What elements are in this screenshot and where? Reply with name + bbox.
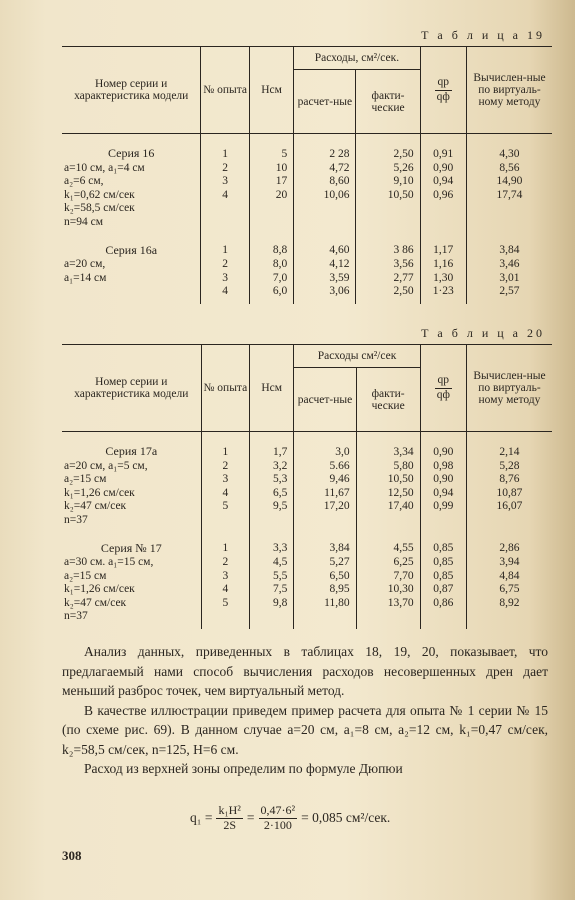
series-param: a=20 см, a₁=5 см, (64, 459, 148, 472)
cell-calc: 8,95 (294, 583, 356, 597)
series-param: a=10 см, a₁=4 см (64, 161, 145, 174)
table-row (62, 258, 552, 272)
spacer-cell (356, 298, 420, 304)
header-h: Hсм (249, 47, 293, 134)
cell-ratio: 0,91 (420, 134, 466, 162)
header-model: Номер серии и характеристика модели (62, 47, 201, 134)
table-row (62, 459, 552, 473)
cell-calc: 11,80 (294, 596, 356, 610)
table-row (62, 215, 552, 229)
cell-calc: 2 28 (294, 134, 356, 162)
cell-h: 5 (249, 134, 293, 162)
series-param: a₁=14 см (64, 271, 107, 284)
cell-virtual: 5,28 (466, 459, 552, 473)
header-actual: факти-ческие (356, 368, 420, 432)
cell-virtual: 3,84 (466, 229, 552, 258)
header-flows: Расходы см²/сек (294, 345, 420, 368)
cell-ratio: 0,98 (420, 459, 466, 473)
cell-no (201, 215, 249, 229)
header-actual: факти-ческие (356, 70, 420, 134)
spacer-cell (201, 623, 249, 629)
cell-actual: 5,26 (356, 161, 420, 175)
header-no: № опыта (201, 47, 249, 134)
table-row (62, 229, 552, 258)
cell-virtual: 10,87 (466, 486, 552, 500)
cell-calc: 8,60 (294, 175, 356, 189)
table-row (62, 202, 552, 216)
spacer-cell (294, 298, 356, 304)
cell-calc: 5.66 (294, 459, 356, 473)
cell-actual: 2,77 (356, 271, 420, 285)
cell-virtual: 8,56 (466, 161, 552, 175)
cell-no: 4 (201, 486, 249, 500)
cell-ratio: 0,90 (420, 432, 466, 460)
cell-actual: 4,55 (356, 527, 420, 556)
cell-virtual: 2,14 (466, 432, 552, 460)
paragraph-dupuit: Расход из верхней зоны определим по формуле Дюпюи (84, 761, 403, 776)
table-row (62, 285, 552, 299)
cell-no: 1 (201, 134, 249, 162)
table-row (62, 513, 552, 527)
cell-no: 4 (201, 285, 249, 299)
header-calc: расчет-ные (294, 70, 356, 134)
header-no: № опыта (201, 345, 249, 432)
spacer-cell (420, 298, 466, 304)
cell-h: 10 (249, 161, 293, 175)
series-param: n=94 см (64, 215, 103, 228)
cell-no (201, 513, 249, 527)
cell-no: 4 (201, 188, 249, 202)
header-virtual: Вычислен-ные по виртуаль-ному методу (466, 47, 552, 134)
series-title: Серия 16а (105, 242, 158, 257)
cell-no (201, 610, 249, 624)
cell-h (249, 202, 293, 216)
cell-actual: 2,50 (356, 134, 420, 162)
cell-no: 2 (201, 161, 249, 175)
cell-h: 3,2 (250, 459, 294, 473)
cell-actual: 10,30 (356, 583, 420, 597)
cell-ratio: 0,99 (420, 500, 466, 514)
cell-actual: 10,50 (356, 188, 420, 202)
table-row (62, 610, 552, 624)
cell-actual: 17,40 (356, 500, 420, 514)
cell-actual: 10,50 (356, 473, 420, 487)
table-row (62, 271, 552, 285)
cell-no: 3 (201, 175, 249, 189)
cell-actual: 12,50 (356, 486, 420, 500)
table-row (62, 161, 552, 175)
cell-ratio: 0,94 (420, 486, 466, 500)
cell-h: 17 (249, 175, 293, 189)
cell-virtual: 4,30 (466, 134, 552, 162)
cell-actual: 2,50 (356, 285, 420, 299)
cell-calc: 4,72 (294, 161, 356, 175)
cell-actual: 3,56 (356, 258, 420, 272)
header-h: Hсм (250, 345, 294, 432)
cell-ratio (420, 202, 466, 216)
table-row (62, 175, 552, 189)
formula-lhs: q₁ = (190, 810, 213, 826)
series-param: a₂=15 см (64, 473, 107, 486)
header-calc: расчет-ные (294, 368, 356, 432)
cell-actual: 9,10 (356, 175, 420, 189)
spacer-cell (356, 623, 420, 629)
header-flows: Расходы, см²/сек. (294, 47, 420, 70)
cell-virtual: 14,90 (466, 175, 552, 189)
cell-ratio: 0,87 (420, 583, 466, 597)
cell-no: 1 (201, 527, 249, 556)
cell-calc: 4,12 (294, 258, 356, 272)
header-ratio: $\frac{qр}{qф}$ (420, 345, 466, 432)
cell-calc: 3,0 (294, 432, 356, 460)
paragraph-analysis: Анализ данных, приведенных в таблицах 18, 19, 20, показывает, что предлагаемый нами способ вычисления расходов несовершенных дрен дает меньший разброс точек, чем виртуальный метод. (62, 644, 548, 698)
table-row (62, 556, 552, 570)
table19-caption: Т а б л и ц а 19 (421, 28, 545, 42)
series-param: a=30 см. a₁=15 см, (64, 556, 154, 569)
cell-virtual: 8,76 (466, 473, 552, 487)
formula-fraction-1: $\frac{\text{k₁H²}}{2S}$ (218, 803, 241, 832)
cell-ratio: 0,96 (420, 188, 466, 202)
cell-calc: 3,84 (294, 527, 356, 556)
cell-h: 8,8 (249, 229, 293, 258)
header-virtual: Вычислен-ные по виртуаль-ному методу (466, 345, 552, 432)
cell-ratio: 1,17 (420, 229, 466, 258)
series-param: a₂=6 см, (64, 175, 104, 188)
cell-ratio: 1,30 (420, 271, 466, 285)
cell-h: 1,7 (250, 432, 294, 460)
header-model: Номер серии и характеристика модели (62, 345, 201, 432)
series-param: k₁=1,26 см/сек (64, 486, 135, 499)
cell-ratio (420, 215, 466, 229)
cell-h: 4,5 (250, 556, 294, 570)
cell-h (249, 215, 293, 229)
cell-no (201, 202, 249, 216)
cell-calc: 3,06 (294, 285, 356, 299)
cell-h: 9,8 (250, 596, 294, 610)
cell-calc: 6,50 (294, 569, 356, 583)
cell-virtual: 8,92 (466, 596, 552, 610)
cell-h: 7,0 (249, 271, 293, 285)
cell-h (250, 610, 294, 624)
cell-no: 5 (201, 596, 249, 610)
cell-ratio: 1,16 (420, 258, 466, 272)
dupuit-formula (190, 804, 390, 833)
paragraph-example: В качестве иллюстрации приведем пример расчета для опыта № 1 серии № 15 (по схеме рис. 69). В данном случае a=20 см, a₁=8 см, a₂=12 см, k₁=0,47 см/сек, k₂=58,5 см/сек, n=125, H=6 см. (62, 702, 548, 757)
cell-h (250, 513, 294, 527)
table-row (62, 134, 552, 162)
cell-h: 5,3 (250, 473, 294, 487)
cell-virtual: 2,57 (466, 285, 552, 299)
cell-calc (294, 610, 356, 624)
cell-actual (356, 215, 420, 229)
cell-ratio: 0,85 (420, 556, 466, 570)
cell-calc (294, 202, 356, 216)
table-bottom-spacer (62, 623, 552, 629)
table-row (62, 500, 552, 514)
table-bottom-spacer (62, 298, 552, 304)
cell-virtual: 6,75 (466, 583, 552, 597)
cell-ratio: 0,86 (420, 596, 466, 610)
cell-calc: 10,06 (294, 188, 356, 202)
cell-no: 2 (201, 556, 249, 570)
cell-ratio: 0,85 (420, 527, 466, 556)
cell-virtual (466, 202, 552, 216)
cell-no: 2 (201, 258, 249, 272)
cell-virtual: 3,46 (466, 258, 552, 272)
table-row (62, 569, 552, 583)
spacer-cell (201, 298, 249, 304)
table-19 (62, 46, 552, 304)
formula-result: = 0,085 см²/сек. (301, 810, 391, 826)
table-row (62, 596, 552, 610)
series-param: a=20 см, (64, 258, 106, 271)
cell-calc: 3,59 (294, 271, 356, 285)
spacer-cell (249, 298, 293, 304)
series-param: k₂=47 см/сек (64, 596, 127, 609)
series-param: a₂=15 см (64, 569, 107, 582)
cell-actual: 3 86 (356, 229, 420, 258)
cell-ratio: 1·23 (420, 285, 466, 299)
cell-h: 6,0 (249, 285, 293, 299)
cell-no: 1 (201, 432, 249, 460)
cell-calc: 11,67 (294, 486, 356, 500)
cell-actual (356, 513, 420, 527)
cell-actual: 6,25 (356, 556, 420, 570)
body-text (62, 642, 548, 779)
series-param: k₂=58,5 см/сек (64, 202, 135, 215)
cell-calc: 17,20 (294, 500, 356, 514)
series-param: n=37 (64, 610, 88, 623)
table-row (62, 473, 552, 487)
cell-no: 5 (201, 500, 249, 514)
cell-actual: 7,70 (356, 569, 420, 583)
spacer-cell (466, 298, 552, 304)
spacer-cell (294, 623, 356, 629)
cell-virtual: 4,84 (466, 569, 552, 583)
cell-ratio: 0,85 (420, 569, 466, 583)
spacer-cell (420, 623, 466, 629)
cell-h: 20 (249, 188, 293, 202)
table-row (62, 432, 552, 460)
empty-cell (62, 285, 201, 299)
cell-no: 4 (201, 583, 249, 597)
cell-virtual: 17,74 (466, 188, 552, 202)
cell-calc (294, 215, 356, 229)
series-title: Серия № 17 (100, 540, 162, 555)
cell-calc (294, 513, 356, 527)
cell-virtual: 3,94 (466, 556, 552, 570)
spacer-cell (250, 623, 294, 629)
cell-calc: 4,60 (294, 229, 356, 258)
table-row (62, 486, 552, 500)
formula-eq: = (246, 810, 255, 826)
cell-actual: 13,70 (356, 596, 420, 610)
series-param: k₁=0,62 см/сек (64, 188, 135, 201)
cell-actual (356, 610, 420, 624)
cell-h: 5,5 (250, 569, 294, 583)
cell-h: 9,5 (250, 500, 294, 514)
cell-virtual: 16,07 (466, 500, 552, 514)
table20-caption: Т а б л и ц а 20 (421, 326, 545, 340)
table-row (62, 188, 552, 202)
cell-actual: 5,80 (356, 459, 420, 473)
cell-no: 3 (201, 473, 249, 487)
table-row (62, 583, 552, 597)
formula-fraction-2: $\frac{\text{0,47·6²}}{2\cdot 100}$ (260, 803, 296, 832)
table-row (62, 527, 552, 556)
cell-ratio (420, 610, 466, 624)
series-title: Серия 16 (107, 146, 155, 160)
series-param: n=37 (64, 513, 88, 526)
cell-virtual (466, 215, 552, 229)
page-number: 308 (62, 848, 82, 863)
cell-no: 3 (201, 569, 249, 583)
cell-actual: 3,34 (356, 432, 420, 460)
spacer-cell (62, 623, 201, 629)
cell-ratio (420, 513, 466, 527)
cell-virtual (466, 513, 552, 527)
cell-h: 7,5 (250, 583, 294, 597)
cell-no: 2 (201, 459, 249, 473)
table-20 (62, 344, 552, 629)
spacer-cell (62, 298, 201, 304)
spacer-cell (466, 623, 552, 629)
cell-calc: 5,27 (294, 556, 356, 570)
cell-no: 3 (201, 271, 249, 285)
cell-ratio: 0,94 (420, 175, 466, 189)
cell-virtual (466, 610, 552, 624)
cell-ratio: 0,90 (420, 161, 466, 175)
cell-h: 6,5 (250, 486, 294, 500)
cell-h: 3,3 (250, 527, 294, 556)
series-param: k₂=47 см/сек (64, 500, 127, 513)
series-param: k₁=1,26 см/сек (64, 583, 135, 596)
series-title: Серия 17а (105, 444, 158, 458)
cell-virtual: 2,86 (466, 527, 552, 556)
cell-h: 8,0 (249, 258, 293, 272)
header-ratio: $\frac{qр}{qф}$ (420, 47, 466, 134)
cell-no: 1 (201, 229, 249, 258)
cell-virtual: 3,01 (466, 271, 552, 285)
cell-calc: 9,46 (294, 473, 356, 487)
cell-actual (356, 202, 420, 216)
cell-ratio: 0,90 (420, 473, 466, 487)
